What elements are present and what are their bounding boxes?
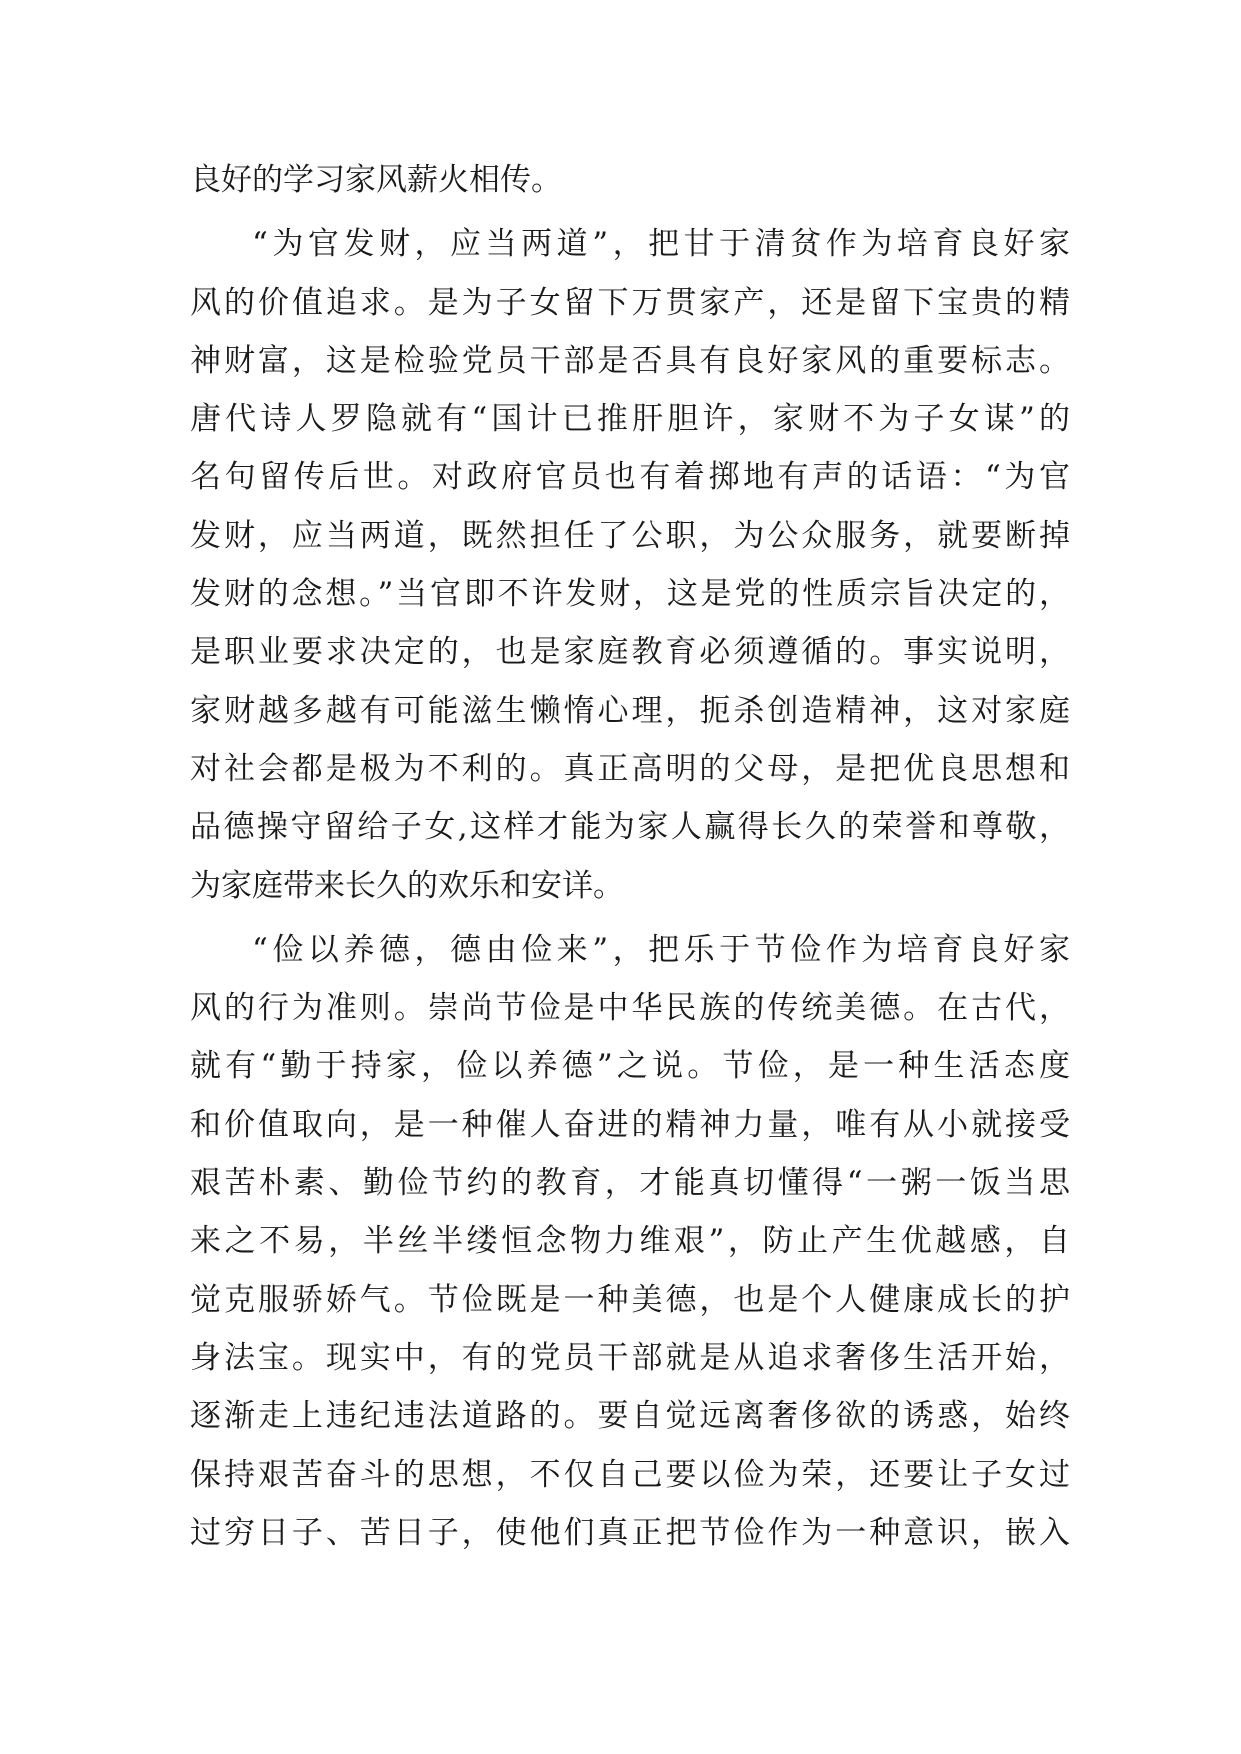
text-line: 风的行为准则。崇尚节俭是中华民族的传统美德。在古代，	[190, 990, 1070, 1027]
text-line: 为家庭带来长久的欢乐和安详。	[190, 867, 624, 904]
text-line: 身法宝。现实中，有的党员干部就是从追求奢侈生活开始，	[190, 1339, 1070, 1376]
text-line: 名句留传后世。对政府官员也有着掷地有声的话语：“为官	[190, 459, 1070, 496]
text-line: “俭以养德，德由俭来”，把乐于节俭作为培育良好家	[252, 931, 1070, 968]
text-line: 唐代诗人罗隐就有“国计已推肝胆许，家财不为子女谋”的	[190, 401, 1070, 438]
text-line: 发财的念想。”当官即不许发财，这是党的性质宗旨决定的，	[190, 576, 1070, 613]
body-text	[190, 151, 1070, 1562]
text-line: 保持艰苦奋斗的思想，不仅自己要以俭为荣，还要让子女过	[190, 1456, 1070, 1493]
text-line: 对社会都是极为不利的。真正高明的父母，是把优良思想和	[190, 750, 1070, 787]
text-line: 品德操守留给子女,这样才能为家人赢得长久的荣誉和尊敬，	[190, 809, 1070, 846]
text-line: 觉克服骄娇气。节俭既是一种美德，也是个人健康成长的护	[190, 1281, 1070, 1318]
text-line: 来之不易，半丝半缕恒念物力维艰”，防止产生优越感，自	[190, 1223, 1070, 1260]
text-line: 和价值取向，是一种催人奋进的精神力量，唯有从小就接受	[190, 1106, 1070, 1143]
text-line: “为官发财，应当两道”，把甘于清贫作为培育良好家	[252, 226, 1070, 263]
text-line: 逐渐走上违纪违法道路的。要自觉远离奢侈欲的诱惑，始终	[190, 1398, 1070, 1435]
text-line: 家财越多越有可能滋生懒惰心理，扼杀创造精神，这对家庭	[190, 692, 1070, 729]
text-line: 神财富，这是检验党员干部是否具有良好家风的重要标志。	[190, 342, 1070, 379]
text-line: 发财，应当两道，既然担任了公职，为公众服务，就要断掉	[190, 517, 1070, 554]
text-line: 是职业要求决定的，也是家庭教育必须遵循的。事实说明，	[190, 634, 1070, 671]
text-line: 良好的学习家风薪火相传。	[190, 162, 562, 198]
text-line: 就有“勤于持家，俭以养德”之说。节俭，是一种生活态度	[190, 1048, 1070, 1085]
text-line: 风的价值追求。是为子女留下万贯家产，还是留下宝贵的精	[190, 284, 1070, 321]
text-line: 艰苦朴素、勤俭节约的教育，才能真切懂得“一粥一饭当思	[190, 1165, 1070, 1202]
text-line: 过穷日子、苦日子，使他们真正把节俭作为一种意识，嵌入	[190, 1514, 1070, 1551]
